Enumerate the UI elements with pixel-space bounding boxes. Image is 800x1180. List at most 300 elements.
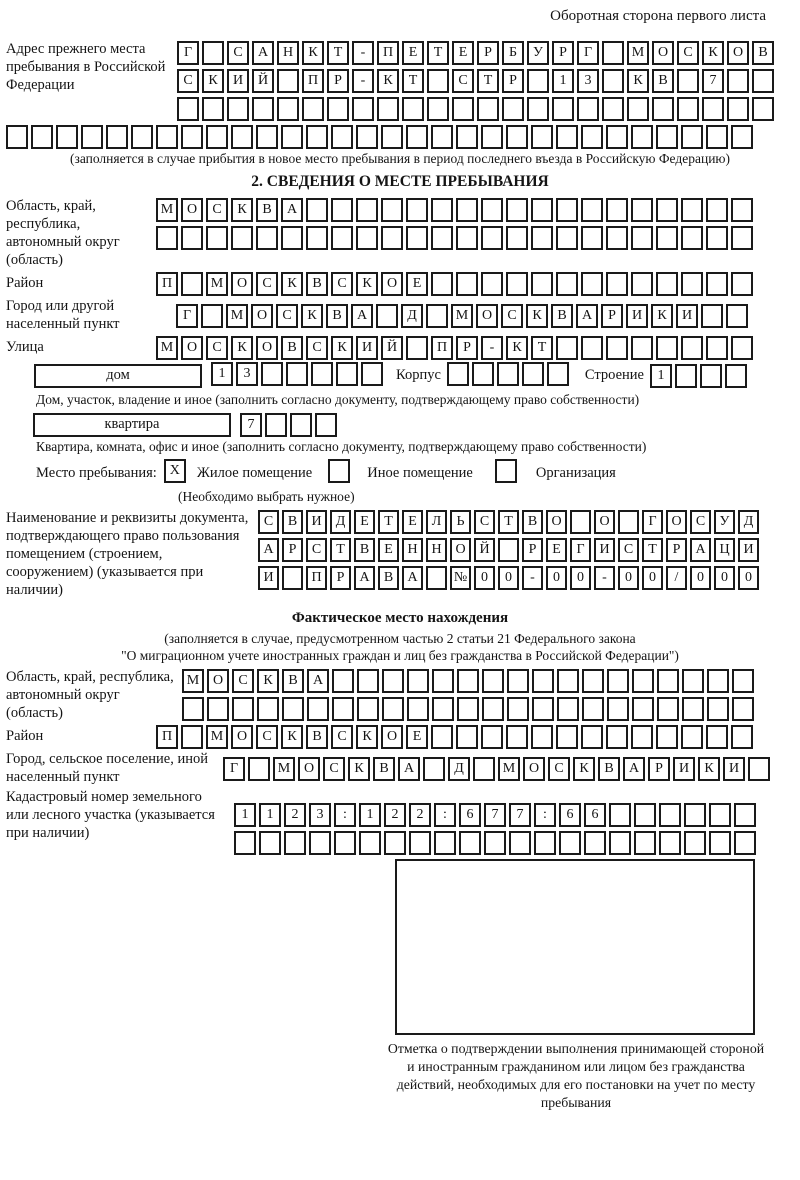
char-cell[interactable] <box>331 226 353 250</box>
char-cell[interactable] <box>657 669 679 693</box>
char-cell[interactable] <box>556 226 578 250</box>
char-cell[interactable]: С <box>206 198 228 222</box>
char-cell[interactable]: А <box>690 538 711 562</box>
char-cell[interactable]: В <box>306 272 328 296</box>
char-cell[interactable] <box>527 97 549 121</box>
char-cell[interactable]: 7 <box>702 69 724 93</box>
char-cell[interactable]: С <box>256 272 278 296</box>
char-cell[interactable]: Д <box>330 510 351 534</box>
char-cell[interactable] <box>557 697 579 721</box>
char-cell[interactable] <box>357 669 379 693</box>
char-cell[interactable] <box>681 725 703 749</box>
char-cell[interactable] <box>334 831 356 855</box>
char-cell[interactable] <box>656 125 678 149</box>
char-cell[interactable] <box>559 831 581 855</box>
char-cell[interactable] <box>484 831 506 855</box>
char-cell[interactable] <box>306 226 328 250</box>
char-cell[interactable] <box>581 226 603 250</box>
char-cell[interactable] <box>359 831 381 855</box>
char-cell[interactable] <box>407 697 429 721</box>
char-cell[interactable] <box>581 272 603 296</box>
char-cell[interactable]: Б <box>502 41 524 65</box>
char-cell[interactable]: С <box>331 272 353 296</box>
char-cell[interactable] <box>656 198 678 222</box>
char-cell[interactable]: Н <box>277 41 299 65</box>
char-cell[interactable] <box>377 97 399 121</box>
char-cell[interactable]: С <box>331 725 353 749</box>
char-cell[interactable]: У <box>527 41 549 65</box>
char-cell[interactable] <box>481 198 503 222</box>
char-cell[interactable] <box>681 125 703 149</box>
char-cell[interactable]: П <box>306 566 327 590</box>
char-cell[interactable]: Е <box>378 538 399 562</box>
char-cell[interactable] <box>631 125 653 149</box>
char-cell[interactable] <box>81 125 103 149</box>
char-cell[interactable]: 0 <box>738 566 759 590</box>
char-cell[interactable] <box>231 226 253 250</box>
char-cell[interactable] <box>456 272 478 296</box>
char-cell[interactable] <box>627 97 649 121</box>
char-cell[interactable] <box>634 831 656 855</box>
char-cell[interactable]: В <box>256 198 278 222</box>
char-cell[interactable] <box>106 125 128 149</box>
char-cell[interactable] <box>282 697 304 721</box>
char-cell[interactable]: С <box>501 304 523 328</box>
char-cell[interactable]: Н <box>402 538 423 562</box>
char-cell[interactable]: К <box>348 757 370 781</box>
char-cell[interactable]: К <box>331 336 353 360</box>
char-cell[interactable]: 6 <box>584 803 606 827</box>
char-cell[interactable] <box>509 831 531 855</box>
char-cell[interactable]: 1 <box>234 803 256 827</box>
char-cell[interactable] <box>457 669 479 693</box>
char-cell[interactable] <box>656 226 678 250</box>
char-cell[interactable]: П <box>377 41 399 65</box>
char-cell[interactable] <box>706 272 728 296</box>
char-cell[interactable] <box>361 362 383 386</box>
char-cell[interactable]: Й <box>381 336 403 360</box>
char-cell[interactable] <box>497 362 519 386</box>
char-cell[interactable]: - <box>522 566 543 590</box>
char-cell[interactable] <box>581 336 603 360</box>
char-cell[interactable]: М <box>627 41 649 65</box>
char-cell[interactable]: А <box>576 304 598 328</box>
char-cell[interactable]: Р <box>456 336 478 360</box>
char-cell[interactable] <box>434 831 456 855</box>
char-cell[interactable]: Л <box>426 510 447 534</box>
char-cell[interactable]: А <box>258 538 279 562</box>
char-cell[interactable]: Р <box>477 41 499 65</box>
char-cell[interactable] <box>277 97 299 121</box>
char-cell[interactable] <box>607 697 629 721</box>
char-cell[interactable] <box>381 198 403 222</box>
char-cell[interactable]: В <box>652 69 674 93</box>
char-cell[interactable] <box>206 226 228 250</box>
char-cell[interactable]: - <box>352 69 374 93</box>
char-cell[interactable] <box>156 226 178 250</box>
char-cell[interactable]: С <box>474 510 495 534</box>
char-cell[interactable]: 3 <box>236 362 258 386</box>
char-cell[interactable] <box>727 69 749 93</box>
char-cell[interactable] <box>684 803 706 827</box>
char-cell[interactable]: 2 <box>284 803 306 827</box>
stamp-area[interactable] <box>395 859 755 1035</box>
char-cell[interactable]: Д <box>738 510 759 534</box>
char-cell[interactable] <box>290 413 312 437</box>
char-cell[interactable]: П <box>302 69 324 93</box>
char-cell[interactable] <box>606 226 628 250</box>
char-cell[interactable]: П <box>431 336 453 360</box>
char-cell[interactable]: 0 <box>618 566 639 590</box>
char-cell[interactable] <box>356 226 378 250</box>
char-cell[interactable]: В <box>378 566 399 590</box>
char-cell[interactable]: / <box>666 566 687 590</box>
char-cell[interactable]: В <box>326 304 348 328</box>
char-cell[interactable]: К <box>281 272 303 296</box>
char-cell[interactable] <box>281 226 303 250</box>
char-cell[interactable] <box>731 125 753 149</box>
char-cell[interactable] <box>556 125 578 149</box>
char-cell[interactable]: А <box>307 669 329 693</box>
char-cell[interactable]: - <box>352 41 374 65</box>
char-cell[interactable]: С <box>690 510 711 534</box>
char-cell[interactable]: О <box>546 510 567 534</box>
char-cell[interactable] <box>709 803 731 827</box>
char-cell[interactable] <box>456 226 478 250</box>
char-cell[interactable] <box>684 831 706 855</box>
char-cell[interactable] <box>252 97 274 121</box>
char-cell[interactable] <box>702 97 724 121</box>
char-cell[interactable]: М <box>206 725 228 749</box>
char-cell[interactable] <box>481 272 503 296</box>
char-cell[interactable] <box>748 757 770 781</box>
char-cell[interactable]: М <box>182 669 204 693</box>
char-cell[interactable] <box>306 198 328 222</box>
char-cell[interactable] <box>227 97 249 121</box>
char-cell[interactable] <box>527 69 549 93</box>
char-cell[interactable] <box>356 198 378 222</box>
char-cell[interactable] <box>752 97 774 121</box>
char-cell[interactable] <box>631 226 653 250</box>
char-cell[interactable]: В <box>306 725 328 749</box>
char-cell[interactable] <box>234 831 256 855</box>
char-cell[interactable] <box>707 669 729 693</box>
char-cell[interactable]: Г <box>176 304 198 328</box>
char-cell[interactable] <box>656 725 678 749</box>
char-cell[interactable]: О <box>231 725 253 749</box>
char-cell[interactable] <box>256 125 278 149</box>
char-cell[interactable]: А <box>281 198 303 222</box>
char-cell[interactable] <box>495 459 517 483</box>
char-cell[interactable]: Г <box>177 41 199 65</box>
char-cell[interactable] <box>631 725 653 749</box>
char-cell[interactable] <box>456 725 478 749</box>
char-cell[interactable]: С <box>306 538 327 562</box>
char-cell[interactable]: Й <box>474 538 495 562</box>
char-cell[interactable] <box>331 125 353 149</box>
char-cell[interactable] <box>284 831 306 855</box>
char-cell[interactable] <box>706 198 728 222</box>
char-cell[interactable]: О <box>666 510 687 534</box>
char-cell[interactable]: В <box>354 538 375 562</box>
char-cell[interactable] <box>677 97 699 121</box>
char-cell[interactable] <box>502 97 524 121</box>
char-cell[interactable]: 3 <box>577 69 599 93</box>
char-cell[interactable]: Т <box>531 336 553 360</box>
char-cell[interactable] <box>732 697 754 721</box>
char-cell[interactable] <box>522 362 544 386</box>
char-cell[interactable]: И <box>306 510 327 534</box>
char-cell[interactable]: И <box>626 304 648 328</box>
char-cell[interactable] <box>675 364 697 388</box>
char-cell[interactable]: К <box>281 725 303 749</box>
char-cell[interactable] <box>456 198 478 222</box>
char-cell[interactable] <box>201 304 223 328</box>
char-cell[interactable]: У <box>714 510 735 534</box>
char-cell[interactable]: 1 <box>650 364 672 388</box>
char-cell[interactable] <box>631 198 653 222</box>
char-cell[interactable] <box>332 669 354 693</box>
char-cell[interactable]: А <box>398 757 420 781</box>
char-cell[interactable]: - <box>594 566 615 590</box>
char-cell[interactable]: 7 <box>240 413 262 437</box>
char-cell[interactable]: О <box>207 669 229 693</box>
char-cell[interactable]: А <box>351 304 373 328</box>
char-cell[interactable] <box>752 69 774 93</box>
char-cell[interactable]: О <box>450 538 471 562</box>
char-cell[interactable]: О <box>251 304 273 328</box>
char-cell[interactable] <box>177 97 199 121</box>
char-cell[interactable] <box>407 669 429 693</box>
char-cell[interactable]: Ь <box>450 510 471 534</box>
char-cell[interactable]: К <box>231 198 253 222</box>
char-cell[interactable] <box>531 198 553 222</box>
char-cell[interactable]: И <box>673 757 695 781</box>
char-cell[interactable] <box>332 697 354 721</box>
char-cell[interactable] <box>473 757 495 781</box>
char-cell[interactable] <box>406 226 428 250</box>
char-cell[interactable]: С <box>548 757 570 781</box>
char-cell[interactable]: И <box>594 538 615 562</box>
char-cell[interactable] <box>632 669 654 693</box>
char-cell[interactable] <box>257 697 279 721</box>
char-cell[interactable] <box>531 226 553 250</box>
char-cell[interactable] <box>659 803 681 827</box>
char-cell[interactable] <box>402 97 424 121</box>
char-cell[interactable]: К <box>526 304 548 328</box>
char-cell[interactable] <box>481 125 503 149</box>
char-cell[interactable]: К <box>231 336 253 360</box>
char-cell[interactable]: М <box>273 757 295 781</box>
char-cell[interactable] <box>328 459 350 483</box>
char-cell[interactable]: 0 <box>474 566 495 590</box>
char-cell[interactable] <box>634 803 656 827</box>
char-cell[interactable] <box>582 697 604 721</box>
char-cell[interactable] <box>459 831 481 855</box>
char-cell[interactable]: И <box>676 304 698 328</box>
char-cell[interactable] <box>606 725 628 749</box>
char-cell[interactable] <box>584 831 606 855</box>
char-cell[interactable]: Е <box>546 538 567 562</box>
char-cell[interactable]: 1 <box>259 803 281 827</box>
char-cell[interactable]: С <box>276 304 298 328</box>
char-cell[interactable]: С <box>177 69 199 93</box>
char-cell[interactable]: К <box>356 725 378 749</box>
char-cell[interactable]: П <box>156 272 178 296</box>
char-cell[interactable] <box>426 566 447 590</box>
char-cell[interactable] <box>431 198 453 222</box>
char-cell[interactable]: В <box>522 510 543 534</box>
char-cell[interactable]: Й <box>252 69 274 93</box>
char-cell[interactable]: К <box>202 69 224 93</box>
char-cell[interactable]: В <box>281 336 303 360</box>
char-cell[interactable] <box>384 831 406 855</box>
char-cell[interactable] <box>534 831 556 855</box>
char-cell[interactable]: М <box>206 272 228 296</box>
char-cell[interactable] <box>309 831 331 855</box>
char-cell[interactable] <box>181 272 203 296</box>
char-cell[interactable]: К <box>302 41 324 65</box>
char-cell[interactable] <box>265 413 287 437</box>
char-cell[interactable]: О <box>476 304 498 328</box>
char-cell[interactable] <box>382 669 404 693</box>
char-cell[interactable] <box>352 97 374 121</box>
char-cell[interactable] <box>423 757 445 781</box>
char-cell[interactable]: К <box>301 304 323 328</box>
char-cell[interactable] <box>682 697 704 721</box>
char-cell[interactable] <box>482 669 504 693</box>
char-cell[interactable] <box>231 125 253 149</box>
char-cell[interactable] <box>609 803 631 827</box>
char-cell[interactable]: Р <box>666 538 687 562</box>
char-cell[interactable] <box>382 697 404 721</box>
char-cell[interactable] <box>259 831 281 855</box>
char-cell[interactable]: А <box>402 566 423 590</box>
house-name-box[interactable]: дом <box>34 364 202 388</box>
char-cell[interactable] <box>556 272 578 296</box>
char-cell[interactable] <box>731 725 753 749</box>
char-cell[interactable]: С <box>227 41 249 65</box>
char-cell[interactable]: В <box>282 510 303 534</box>
char-cell[interactable] <box>552 97 574 121</box>
char-cell[interactable]: Р <box>522 538 543 562</box>
char-cell[interactable] <box>700 364 722 388</box>
char-cell[interactable]: Р <box>601 304 623 328</box>
char-cell[interactable] <box>659 831 681 855</box>
char-cell[interactable]: 2 <box>409 803 431 827</box>
char-cell[interactable]: Е <box>452 41 474 65</box>
char-cell[interactable] <box>482 697 504 721</box>
char-cell[interactable] <box>356 125 378 149</box>
char-cell[interactable] <box>631 272 653 296</box>
char-cell[interactable] <box>427 69 449 93</box>
char-cell[interactable]: Р <box>552 41 574 65</box>
char-cell[interactable] <box>181 125 203 149</box>
char-cell[interactable]: М <box>451 304 473 328</box>
char-cell[interactable]: О <box>181 336 203 360</box>
char-cell[interactable] <box>431 125 453 149</box>
char-cell[interactable]: М <box>226 304 248 328</box>
char-cell[interactable] <box>432 697 454 721</box>
char-cell[interactable] <box>56 125 78 149</box>
char-cell[interactable] <box>557 669 579 693</box>
char-cell[interactable]: С <box>618 538 639 562</box>
char-cell[interactable] <box>302 97 324 121</box>
char-cell[interactable] <box>556 725 578 749</box>
char-cell[interactable] <box>606 198 628 222</box>
char-cell[interactable] <box>706 226 728 250</box>
char-cell[interactable]: П <box>156 725 178 749</box>
char-cell[interactable] <box>431 725 453 749</box>
char-cell[interactable]: № <box>450 566 471 590</box>
char-cell[interactable] <box>457 697 479 721</box>
char-cell[interactable] <box>657 697 679 721</box>
char-cell[interactable] <box>432 669 454 693</box>
char-cell[interactable]: В <box>282 669 304 693</box>
char-cell[interactable] <box>31 125 53 149</box>
char-cell[interactable]: С <box>323 757 345 781</box>
char-cell[interactable] <box>606 272 628 296</box>
char-cell[interactable] <box>281 125 303 149</box>
char-cell[interactable] <box>6 125 28 149</box>
char-cell[interactable]: С <box>206 336 228 360</box>
char-cell[interactable] <box>481 725 503 749</box>
char-cell[interactable] <box>286 362 308 386</box>
char-cell[interactable] <box>706 125 728 149</box>
char-cell[interactable] <box>656 336 678 360</box>
char-cell[interactable]: 7 <box>484 803 506 827</box>
char-cell[interactable]: Г <box>642 510 663 534</box>
char-cell[interactable] <box>456 125 478 149</box>
char-cell[interactable]: Т <box>427 41 449 65</box>
char-cell[interactable] <box>731 336 753 360</box>
char-cell[interactable] <box>256 226 278 250</box>
char-cell[interactable]: И <box>723 757 745 781</box>
char-cell[interactable]: С <box>306 336 328 360</box>
char-cell[interactable]: К <box>651 304 673 328</box>
char-cell[interactable]: 0 <box>546 566 567 590</box>
char-cell[interactable]: 0 <box>642 566 663 590</box>
char-cell[interactable]: О <box>523 757 545 781</box>
char-cell[interactable] <box>602 69 624 93</box>
char-cell[interactable]: К <box>573 757 595 781</box>
char-cell[interactable] <box>582 669 604 693</box>
char-cell[interactable]: 0 <box>498 566 519 590</box>
char-cell[interactable]: О <box>298 757 320 781</box>
char-cell[interactable]: - <box>481 336 503 360</box>
char-cell[interactable]: Т <box>402 69 424 93</box>
char-cell[interactable]: О <box>181 198 203 222</box>
char-cell[interactable]: Д <box>448 757 470 781</box>
char-cell[interactable]: Е <box>406 725 428 749</box>
char-cell[interactable]: С <box>256 725 278 749</box>
char-cell[interactable]: И <box>738 538 759 562</box>
char-cell[interactable]: К <box>627 69 649 93</box>
char-cell[interactable]: Г <box>570 538 591 562</box>
char-cell[interactable]: О <box>652 41 674 65</box>
char-cell[interactable]: К <box>702 41 724 65</box>
char-cell[interactable]: Р <box>502 69 524 93</box>
char-cell[interactable] <box>618 510 639 534</box>
char-cell[interactable]: 3 <box>309 803 331 827</box>
char-cell[interactable] <box>581 198 603 222</box>
char-cell[interactable] <box>732 669 754 693</box>
char-cell[interactable] <box>609 831 631 855</box>
char-cell[interactable]: Р <box>330 566 351 590</box>
char-cell[interactable]: И <box>258 566 279 590</box>
char-cell[interactable] <box>531 725 553 749</box>
char-cell[interactable] <box>452 97 474 121</box>
